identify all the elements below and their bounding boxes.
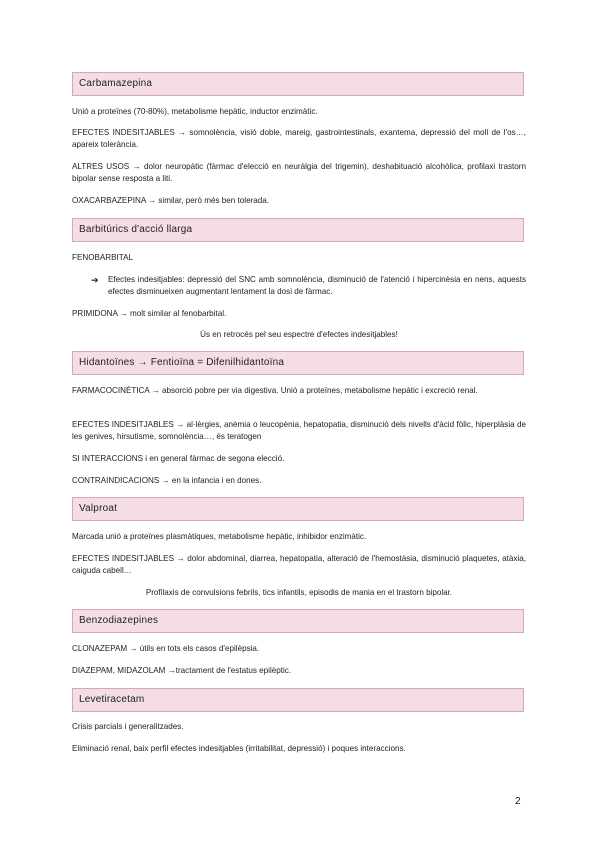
paragraph: EFECTES INDESITJABLES → al·lèrgies, anèmia o leucopènia, hepatopatia, disminució dels nivells d'àcid fòlic, hiperplàsia de les genives, hirsutisme, somnolència…, és teratogen — [72, 420, 526, 441]
section-heading-levetiracetam: Levetiracetam — [72, 688, 524, 712]
page-number: 2 — [515, 796, 521, 807]
paragraph: Unió a proteïnes (70-80%), metabolisme hepàtic, inductor enzimàtic. — [72, 107, 318, 116]
arrow-bullet-icon: ➔ — [91, 275, 99, 285]
paragraph: DIAZEPAM, MIDAZOLAM →tractament de l'estatus epilèptic. — [72, 666, 292, 675]
bullet-item: Efectes indesitjables: depressió del SNC amb somnolència, disminució de l'atenció i hipercinèsia en nens, aquests efectes disminueixen augmentant lentament la dosi de fàrmac. — [108, 275, 526, 296]
paragraph: CLONAZEPAM → útils en tots els casos d'epilèpsia. — [72, 644, 260, 653]
section-heading-benzodiazepines: Benzodiazepines — [72, 609, 524, 633]
paragraph: EFECTES INDESITJABLES → dolor abdominal, diarrea, hepatopatia, alteració de l'hemostàsia, disminució plaquetes, atàxia, caiguda cabell… — [72, 554, 526, 575]
section-heading-hidantoines: Hidantoïnes → Fentioïna = Difenilhidantoïna — [72, 351, 524, 375]
paragraph: ALTRES USOS → dolor neuropàtic (fàrmac d'elecció en neuràlgia del trigemin), deshabituació alcohòlica, profilaxi trastorn bipolar sense resposta a liti. — [72, 162, 526, 183]
paragraph: Crisis parcials i generalitzades. — [72, 722, 184, 731]
note: Profilaxis de convulsions febrils, tics infantils, episodis de mania en el trastorn bipolar. — [145, 588, 453, 597]
section-heading-barbiturics: Barbitúrics d'acció llarga — [72, 218, 524, 242]
paragraph: OXACARBAZEPINA → similar, però més ben tolerada. — [72, 196, 270, 205]
paragraph: SI INTERACCIONS i en general fàrmac de segona elecció. — [72, 454, 285, 463]
paragraph: CONTRAINDICACIONS → en la infancia i en dones. — [72, 476, 262, 485]
paragraph: PRIMIDONA → molt similar al fenobarbital. — [72, 309, 227, 318]
paragraph: FENOBARBITAL — [72, 253, 134, 262]
section-heading-valproat: Valproat — [72, 497, 524, 521]
section-heading-carbamazepina: Carbamazepina — [72, 72, 524, 96]
paragraph: EFECTES INDESITJABLES → somnolència, visió doble, mareig, gastrointestinals, exantema, depressió del moll de l'os…, apareix tolerància. — [72, 128, 526, 149]
note: Ús en retrocés pel seu espectre d'efectes indesitjables! — [200, 330, 398, 339]
paragraph: Marcada unió a proteïnes plasmàtiques, metabolisme hepàtic, inhibidor enzimàtic. — [72, 532, 367, 541]
paragraph: FARMACOCINÈTICA → absorció pobre per via digestiva. Unió a proteïnes, metabolisme hepàtic i excreció renal. — [72, 386, 478, 395]
paragraph: Eliminació renal, baix perfil efectes indesitjables (irritabilitat, depressió) i poques interaccions. — [72, 744, 406, 753]
